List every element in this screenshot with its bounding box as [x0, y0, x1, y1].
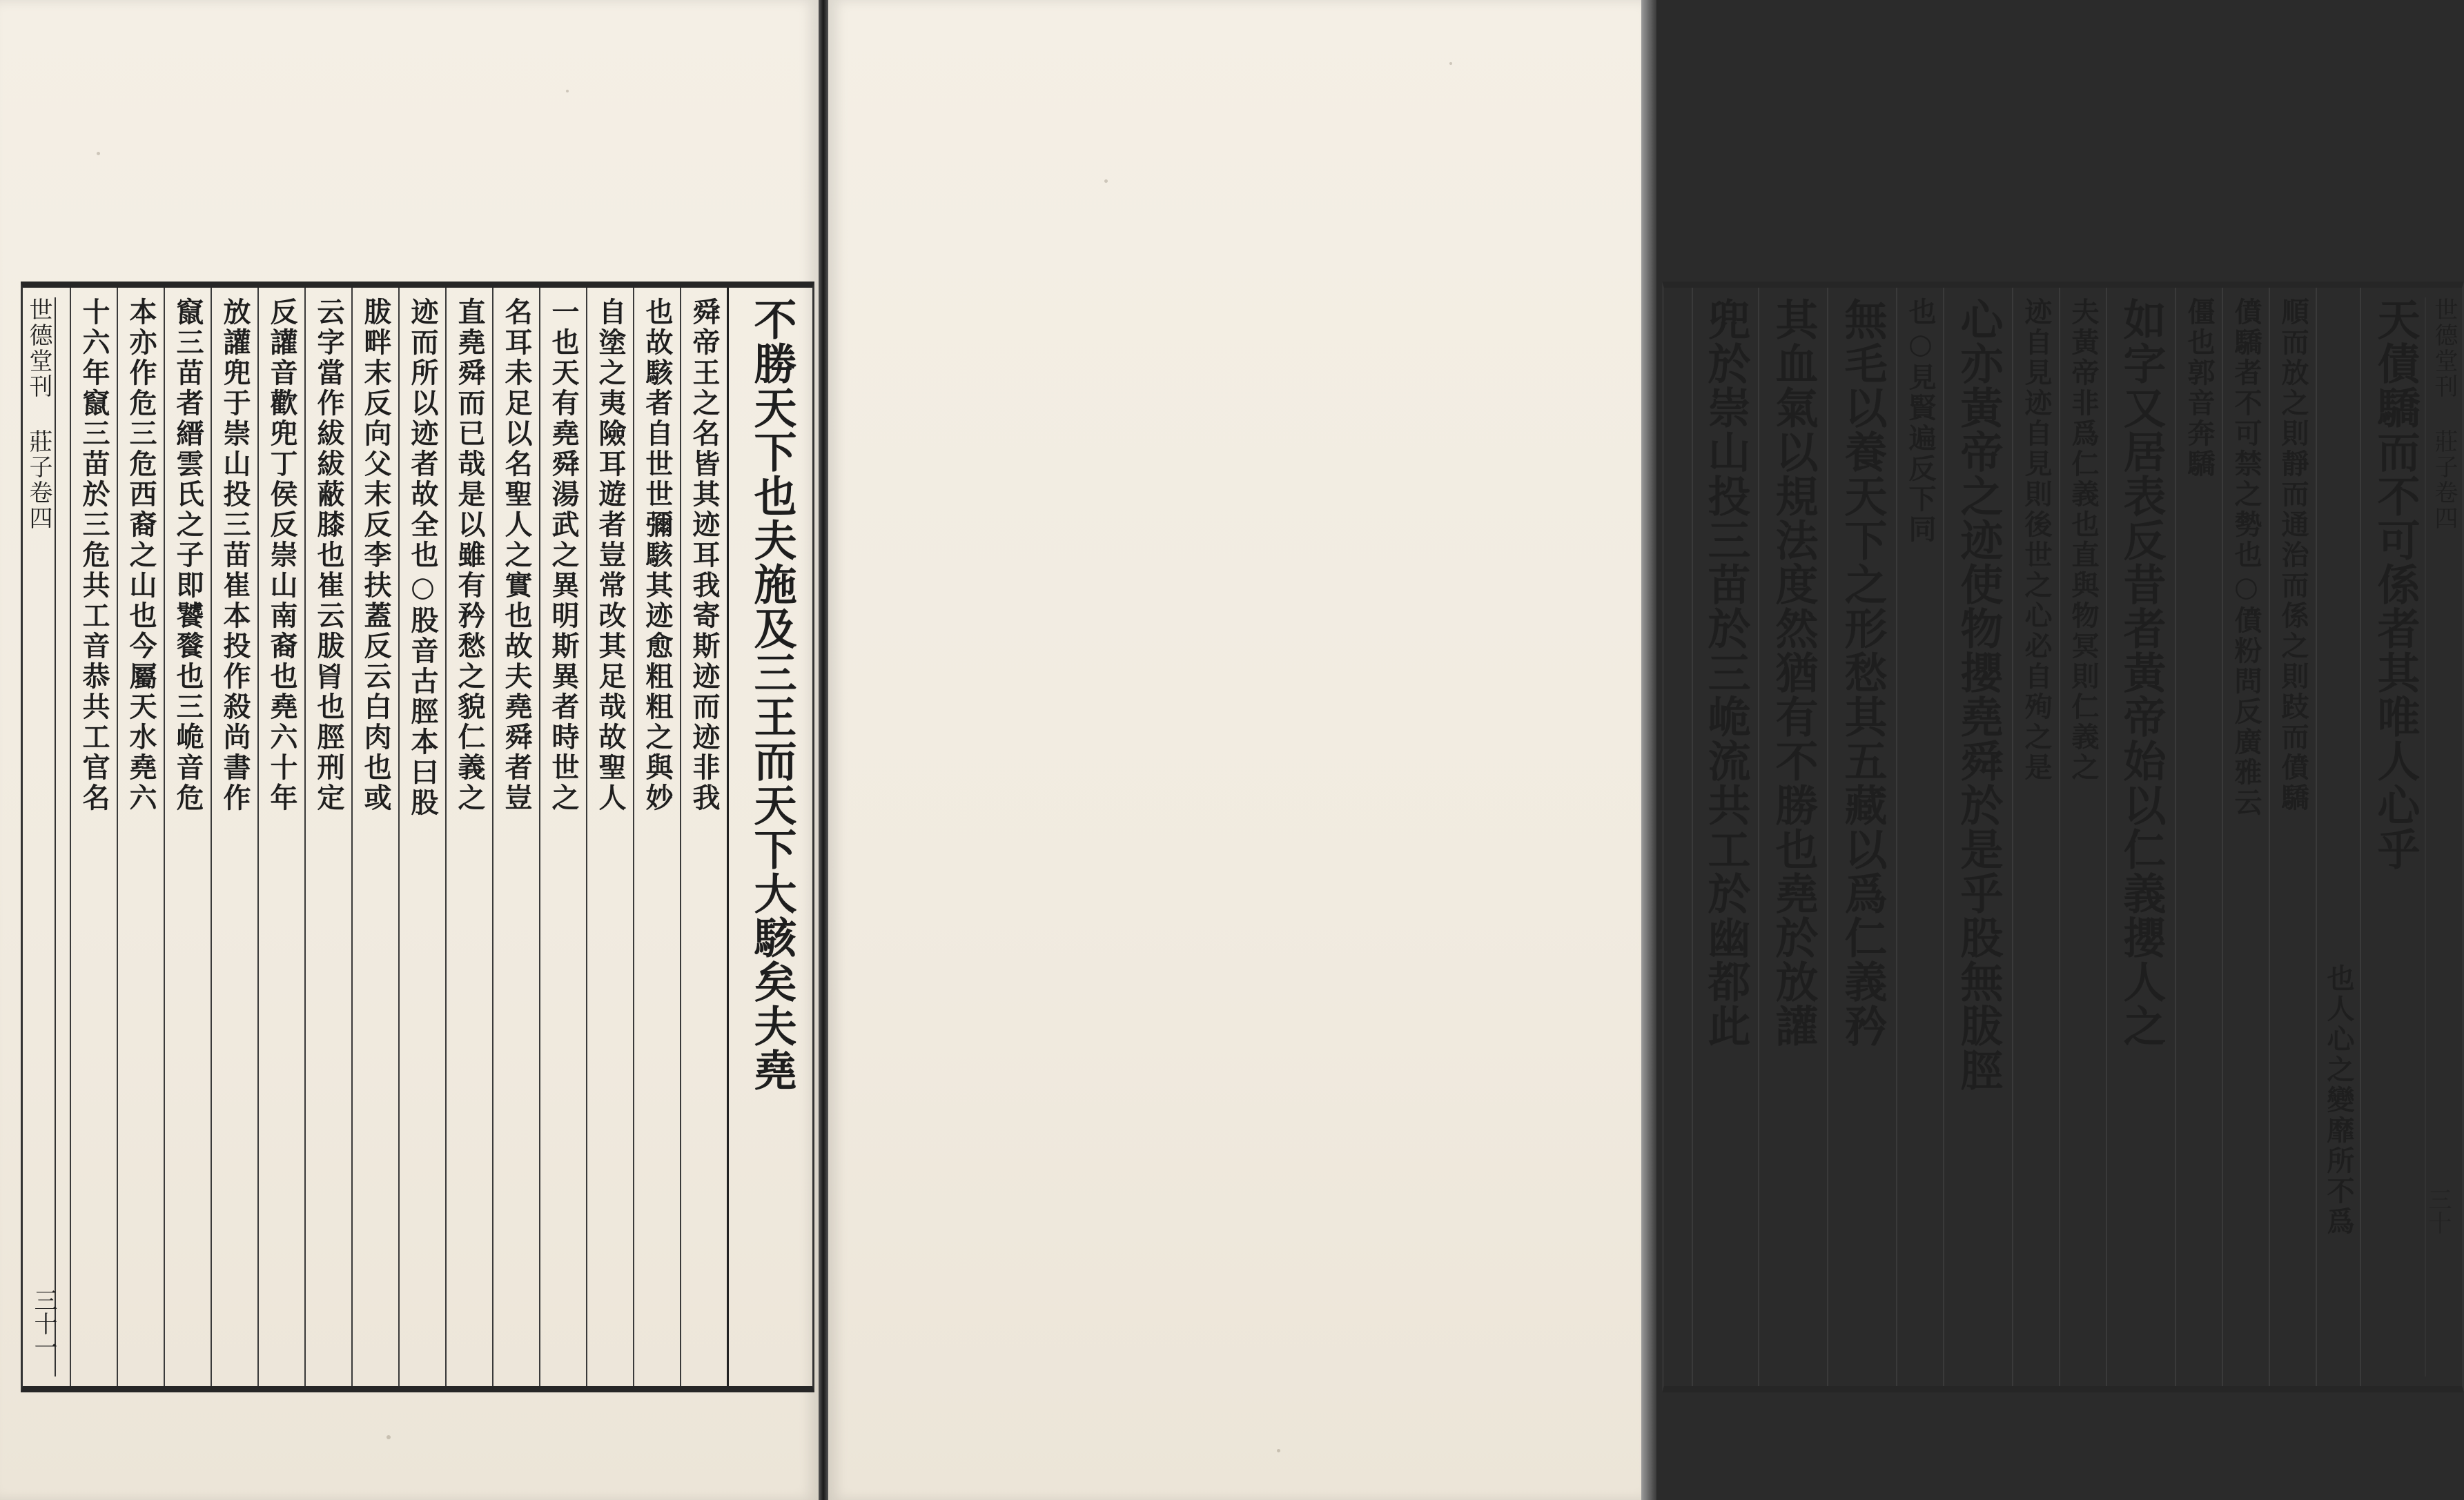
right-column-text: 天債驕而不可係者其唯人心乎	[2370, 297, 2421, 871]
left-column-text: 舜帝王之名皆其迹耳我寄斯迹而迹非我	[688, 297, 721, 813]
right-print-frame	[1662, 282, 2464, 1392]
left-column-text: 一也天有堯舜湯武之異明斯異者時世之	[547, 297, 580, 813]
left-column-12	[211, 288, 257, 1386]
right-column-text: 心亦黃帝之迹使物攖堯舜於是乎股無胈脛	[1953, 297, 2004, 1092]
right-column-text: 夫黃帝非爲仁義也直與物冥則仁義之	[2067, 297, 2100, 783]
left-folio: 三十一	[30, 1288, 57, 1359]
right-column-5	[2175, 288, 2222, 1386]
right-column-text: 也人心之變靡所不爲	[2323, 964, 2355, 1237]
right-column-text: 迹自見迹自見則後世之心必自殉之是	[2020, 297, 2053, 783]
left-column-text: 放讙兜于崇山投三苗崔本投作殺尚書作	[219, 297, 251, 813]
left-column-text: 反讙音歡兜丁侯反崇山南裔也堯六十年	[266, 297, 298, 813]
left-column-5	[539, 288, 586, 1386]
right-column-8	[2012, 288, 2059, 1386]
right-column-7	[2059, 288, 2106, 1386]
left-column-8	[398, 288, 445, 1386]
left-column-9	[351, 288, 398, 1386]
left-column-11	[257, 288, 304, 1386]
right-column-11	[1827, 288, 1896, 1386]
right-column-13	[1692, 288, 1758, 1386]
right-margin-text: 世德堂刊 莊子卷四	[2430, 297, 2458, 531]
right-column-text: 如字又居表反昔者黃帝始以仁義攖人之	[2116, 297, 2167, 1048]
right-column-2	[2316, 288, 2360, 1386]
left-column-text: 竄三苗者縉雲氏之子即饕餮也三峗音危	[172, 297, 204, 813]
left-column-text: 十六年竄三苗於三危共工音恭共工官名	[78, 297, 110, 813]
left-column-15	[70, 288, 117, 1386]
left-column-2	[680, 288, 727, 1386]
right-column-text: 僵也郭音奔驕	[2183, 297, 2216, 480]
right-column-10	[1896, 288, 1943, 1386]
right-column-text: 無毛以養天下之形愁其五藏以爲仁義矜	[1837, 297, 1888, 1048]
left-column-text: 名耳未足以名聖人之實也故夫堯舜者豈	[500, 297, 533, 813]
left-column-14	[117, 288, 164, 1386]
paper-speck	[1104, 179, 1108, 183]
paper-speck	[387, 1435, 391, 1439]
book-gutter	[819, 0, 828, 1500]
left-column-text: 云字當作紱紱蔽膝也崔云胈𦙄也脛刑定	[313, 297, 345, 813]
left-column-3	[633, 288, 680, 1386]
left-print-frame	[21, 282, 814, 1392]
left-column-text: 自塗之夷險耳遊者豈常改其足哉故聖人	[594, 297, 627, 813]
left-column-1	[727, 288, 814, 1386]
left-column-text: 胈畔末反向父末反李扶蓋反云白肉也或	[360, 297, 392, 813]
page-edge	[1641, 0, 1656, 1500]
left-column-text: 直堯舜而已哉是以雖有矜愁之貌仁義之	[453, 297, 486, 813]
left-page	[0, 0, 819, 1500]
paper-speck	[1277, 1449, 1280, 1452]
right-page	[828, 0, 2458, 1500]
left-column-13	[164, 288, 211, 1386]
left-column-text: 不勝天下也夫施及三王而天下大駭矣夫堯	[747, 297, 797, 1092]
right-column-1	[2360, 288, 2429, 1386]
left-margin-text: 世德堂刊 莊子卷四	[25, 297, 52, 531]
left-column-6	[492, 288, 539, 1386]
paper-speck	[97, 152, 100, 155]
paper-speck	[566, 90, 569, 92]
right-column-text: 也○見賢遍反下同	[1904, 297, 1937, 545]
left-column-text: 也故駭者自世世彌駭其迹愈粗粗之與妙	[641, 297, 674, 813]
left-column-10	[304, 288, 351, 1386]
right-folio: 三十	[2424, 1187, 2452, 1234]
paper-speck	[1449, 62, 1452, 65]
left-column-text: 本亦作危三危西裔之山也今屬天水堯六	[125, 297, 157, 813]
right-column-9	[1943, 288, 2012, 1386]
left-column-text: 迹而所以迹者故全也○股音古脛本曰股	[407, 297, 439, 818]
right-column-text: 順而放之則靜而通治而係之則跂而僨驕	[2277, 297, 2309, 813]
left-column-4	[586, 288, 633, 1386]
right-column-3	[2269, 288, 2316, 1386]
right-column-4	[2222, 288, 2269, 1386]
left-column-7	[445, 288, 492, 1386]
right-column-text: 兜於崇山投三苗於三峗流共工於幽都此	[1701, 297, 1751, 1048]
right-column-12	[1758, 288, 1827, 1386]
right-column-6	[2106, 288, 2175, 1386]
right-column-text: 其血氣以規法度然猶有不勝也堯於放讙	[1768, 297, 1819, 1048]
right-column-text: 僨驕者不可禁之勢也○僨粉問反廣雅云	[2230, 297, 2262, 818]
left-fold-margin	[23, 297, 56, 1376]
